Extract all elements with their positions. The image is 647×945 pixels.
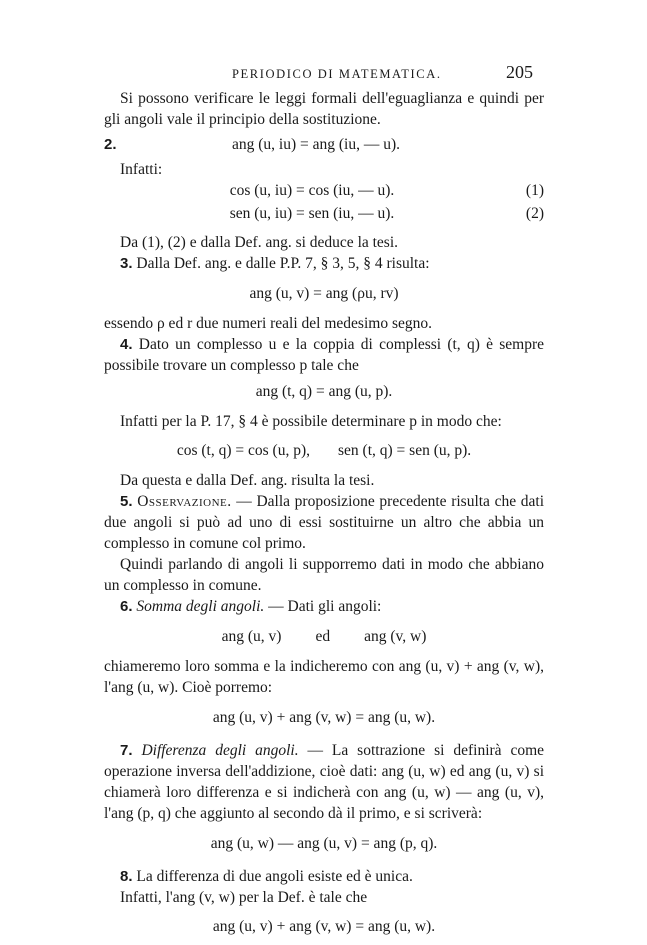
page-header bbox=[0, 62, 647, 86]
section-7-formula: ang (u, w) — ang (u, v) = ang (p, q). bbox=[210, 835, 438, 852]
section-2-row bbox=[104, 134, 544, 155]
paragraph-substitution: Si possono verificare le leggi formali dell'eguaglianza e quindi per gli angoli vale il principio della sostituzione. bbox=[104, 90, 544, 128]
section-6-angle-a: ang (u, v) bbox=[221, 628, 282, 645]
section-8-number: 8. bbox=[120, 868, 133, 885]
paragraph-essendo: essendo ρ ed r due numeri reali del medesimo segno. bbox=[104, 315, 432, 332]
equation-1 bbox=[104, 180, 544, 201]
section-5 bbox=[104, 491, 544, 554]
section-6-ed: ed bbox=[315, 628, 331, 645]
section-4-text: Dato un complesso u e la coppia di complessi (t, q) è sempre possibile trovare un complesso p tale che bbox=[104, 336, 545, 374]
paragraph-infatti-p17: Infatti per la P. 17, § 4 è possibile determinare p in modo che: bbox=[120, 413, 502, 430]
paragraph-infatti-last: Infatti, l'ang (v, w) per la Def. è tale che bbox=[120, 889, 368, 906]
section-6-title: Somma degli angoli. bbox=[136, 598, 265, 615]
section-4-sen-formula: sen (t, q) = sen (u, p). bbox=[338, 442, 472, 459]
section-4-formula-pair bbox=[104, 440, 544, 461]
paragraph-chiameremo: chiameremo loro somma e la indicheremo con ang (u, v) + ang (v, w), l'ang (u, w). Cioè porremo: bbox=[104, 658, 544, 696]
section-3 bbox=[104, 253, 544, 274]
section-5-text: — Dalla proposizione precedente risulta che dati due angoli si può ad uno di essi sostituirne un altro che abbia un complesso in comune col primo. bbox=[104, 493, 545, 552]
section-8-text: La differenza di due angoli esiste ed è unica. bbox=[136, 868, 413, 885]
section-7-title: Differenza degli angoli. bbox=[141, 742, 299, 759]
section-6-sum-formula: ang (u, v) + ang (v, w) = ang (u, w). bbox=[212, 709, 436, 726]
section-8 bbox=[104, 866, 544, 887]
section-3-text: Dalla Def. ang. e dalle P.P. 7, § 3, 5, § 4 risulta: bbox=[136, 255, 430, 272]
section-4-number: 4. bbox=[120, 336, 133, 353]
page-body bbox=[104, 88, 544, 945]
section-3-number: 3. bbox=[120, 255, 133, 272]
section-4-formula: ang (t, q) = ang (u, p). bbox=[255, 383, 393, 400]
section-4 bbox=[104, 334, 544, 376]
section-6 bbox=[104, 596, 544, 617]
equation-2-formula: sen (u, iu) = sen (iu, — u). bbox=[229, 205, 395, 222]
paragraph-tesi: Da questa e dalla Def. ang. risulta la tesi. bbox=[120, 472, 375, 489]
paragraph-quindi: Quindi parlando di angoli li supporremo dati in modo che abbiano un complesso in comune. bbox=[104, 556, 544, 594]
infatti-label: Infatti: bbox=[120, 161, 163, 178]
section-7-number: 7. bbox=[120, 742, 133, 759]
section-2-number: 2. bbox=[104, 136, 117, 153]
equation-1-formula: cos (u, iu) = cos (iu, — u). bbox=[229, 182, 395, 199]
equation-1-number: (1) bbox=[525, 182, 544, 199]
equation-2 bbox=[104, 203, 544, 224]
section-6-formula bbox=[104, 626, 544, 647]
section-3-formula: ang (u, v) = ang (ρu, rv) bbox=[249, 285, 399, 302]
section-8-formula: ang (u, v) + ang (v, w) = ang (u, w). bbox=[212, 918, 436, 935]
section-7 bbox=[104, 740, 544, 824]
page-number: 205 bbox=[506, 62, 533, 82]
section-5-title: Osservazione. bbox=[137, 493, 232, 510]
section-6-angle-b: ang (v, w) bbox=[364, 628, 427, 645]
running-title: PERIODICO DI MATEMATICA. bbox=[232, 67, 442, 81]
section-2-formula: ang (u, iu) = ang (iu, — u). bbox=[232, 136, 401, 153]
section-5-number: 5. bbox=[120, 493, 133, 510]
section-6-text: — Dati gli angoli: bbox=[264, 598, 382, 615]
section-4-cos-formula: cos (t, q) = cos (u, p), bbox=[176, 442, 310, 459]
section-7-text: — La sottrazione si definirà come operazione inversa dell'addizione, cioè dati: ang (u, w) ed ang (u, v) si chiamerà loro differenza e si indicherà con ang (u, w) — ang (u, v), l'ang (p, q) che aggiunto al secondo dà il primo, e si scriverà: bbox=[104, 742, 545, 822]
equation-2-number: (2) bbox=[525, 205, 544, 222]
paragraph-deduce: Da (1), (2) e dalla Def. ang. si deduce la tesi. bbox=[120, 234, 399, 251]
section-6-number: 6. bbox=[120, 598, 133, 615]
